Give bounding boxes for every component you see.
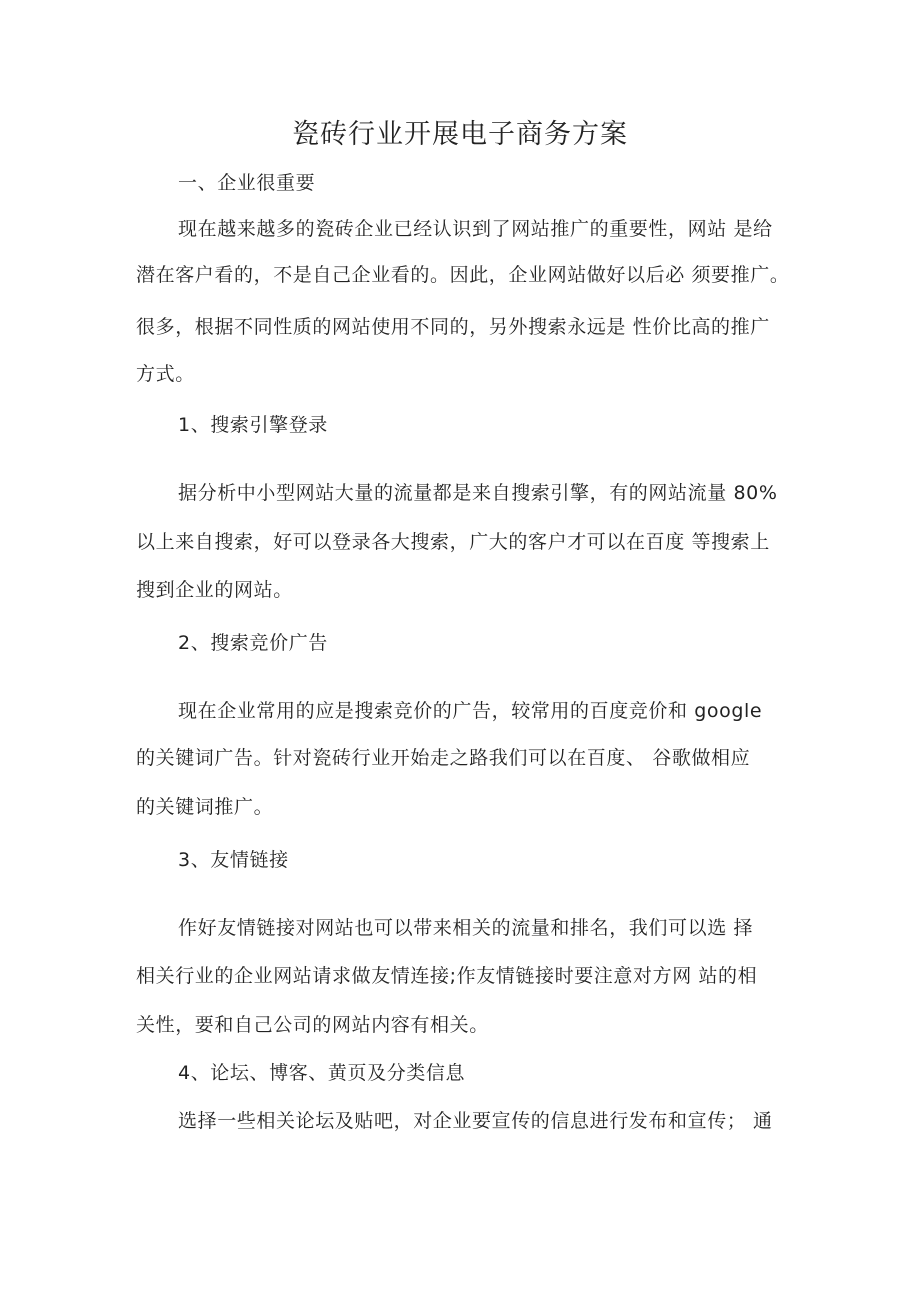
paragraph-line: 以上来自搜索，好可以登录各大搜索，广大的客户才可以在百度 等搜索上	[136, 531, 770, 553]
paragraph-line: 很多，根据不同性质的网站使用不同的，另外搜索永远是 性价比高的推广	[136, 316, 770, 338]
subheading-bidding-ads: 2、搜索竞价广告	[178, 632, 328, 654]
paragraph-line: 相关行业的企业网站请求做友情连接;作友情链接时要注意对方网 站的相	[136, 965, 758, 987]
paragraph-line: 据分析中小型网站大量的流量都是来自搜索引擎，有的网站流量 80%	[178, 482, 778, 504]
paragraph-line: 的关键词推广。	[136, 796, 274, 818]
paragraph-line: 作好友情链接对网站也可以带来相关的流量和排名，我们可以选 择	[178, 917, 754, 939]
paragraph-line: 选择一些相关论坛及贴吧，对企业要宣传的信息进行发布和宣传； 通	[178, 1110, 773, 1132]
subheading-friend-links: 3、友情链接	[178, 849, 289, 871]
subheading-forums-blogs: 4、论坛、博客、黄页及分类信息	[178, 1062, 466, 1084]
section-heading-1: 一、企业很重要	[178, 172, 316, 194]
subheading-search-engine: 1、搜索引擎登录	[178, 414, 328, 436]
paragraph-line: 的关键词广告。针对瓷砖行业开始走之路我们可以在百度、 谷歌做相应	[136, 747, 751, 769]
paragraph-line: 关性，要和自己公司的网站内容有相关。	[136, 1014, 489, 1036]
document-title: 瓷砖行业开展电子商务方案	[292, 119, 628, 150]
paragraph-line: 方式。	[136, 363, 195, 385]
paragraph-line: 现在越来越多的瓷砖企业已经认识到了网站推广的重要性，网站 是给	[178, 218, 773, 240]
paragraph-line: 现在企业常用的应是搜索竞价的广告，较常用的百度竞价和 google	[178, 700, 763, 722]
paragraph-line: 搜到企业的网站。	[136, 579, 293, 601]
paragraph-line: 潜在客户看的，不是自己企业看的。因此，企业网站做好以后必 须要推广。	[136, 264, 790, 286]
